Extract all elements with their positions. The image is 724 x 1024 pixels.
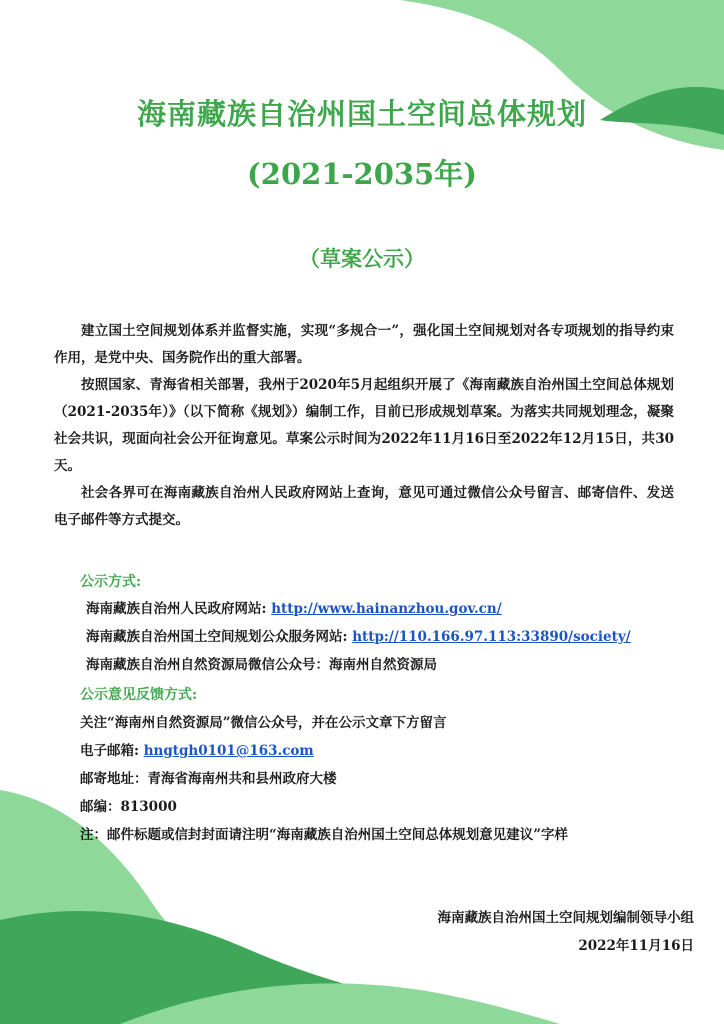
email-link[interactable]: hngtgh0101@163.com <box>143 743 314 759</box>
intro-paragraph-3: 社会各界可在海南藏族自治州人民政府网站上查询，意见可通过微信公众号留言、邮寄信件、发送电子邮件等方式提交。 <box>54 485 674 528</box>
plan-site-line <box>86 625 631 645</box>
publicity-heading: 公示方式: <box>80 574 142 590</box>
email-line <box>80 739 314 759</box>
feedback-wechat-line: 关注“海南州自然资源局”微信公众号，并在公示文章下方留言 <box>80 715 447 731</box>
draft-label: （草案公示） <box>299 246 425 271</box>
gov-site-label: 海南藏族自治州人民政府网站: <box>86 601 267 617</box>
intro-text <box>54 318 674 534</box>
intro-paragraph-2: 按照国家、青海省相关部署，我州于2020年5月起组织开展了《海南藏族自治州国土空间总体规划（2021-2035年）》（以下简称《规划》）编制工作，目前已形成规划草案。为落实共同规划理念，凝聚社会共识，现面向社会公开征询意见。草案公示时间为2022年11月16日至2022年12月15日，共30天。 <box>54 377 674 474</box>
gov-site-link[interactable]: http://www.hainanzhou.gov.cn/ <box>271 601 502 617</box>
postcode-line: 邮编：813000 <box>80 799 177 815</box>
intro-paragraph-1: 建立国土空间规划体系并监督实施，实现“多规合一”，强化国土空间规划对各专项规划的指导约束作用，是党中央、国务院作出的重大部署。 <box>54 323 674 366</box>
feedback-heading: 公示意见反馈方式: <box>80 687 198 703</box>
email-label: 电子邮箱: <box>80 743 139 759</box>
signature-org: 海南藏族自治州国土空间规划编制领导小组 <box>437 910 694 926</box>
page-subtitle: (2021-2035年) <box>247 157 477 191</box>
note-line: 注：邮件标题或信封封面请注明“海南藏族自治州国土空间总体规划意见建议”字样 <box>80 827 569 843</box>
plan-site-link[interactable]: http://110.166.97.113:33890/society/ <box>352 629 631 645</box>
signature-date: 2022年11月16日 <box>578 938 694 954</box>
wechat-account-line: 海南藏族自治州自然资源局微信公众号：海南州自然资源局 <box>86 657 437 673</box>
gov-site-line <box>86 597 502 617</box>
page-title: 海南藏族自治州国土空间总体规划 <box>136 97 587 131</box>
plan-site-label: 海南藏族自治州国土空间规划公众服务网站: <box>86 629 348 645</box>
address-line: 邮寄地址：青海省海南州共和县州政府大楼 <box>80 771 337 787</box>
